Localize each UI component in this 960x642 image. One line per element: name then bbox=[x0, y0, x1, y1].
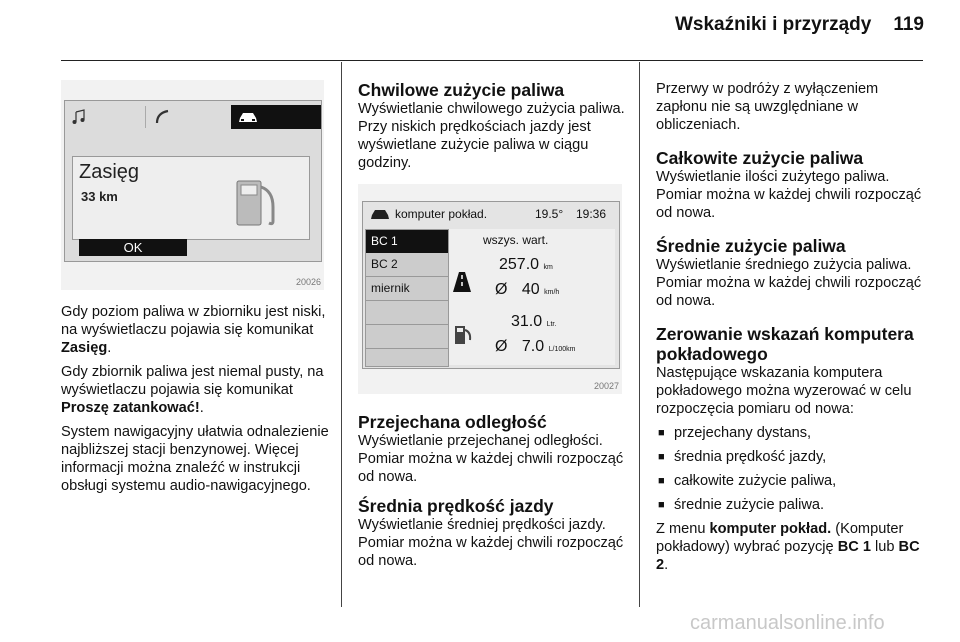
paragraph-range-empty: Gdy zbiornik paliwa jest niemal pusty, na wyświetlaczu pojawia się komunikat Proszę zatankować!. bbox=[61, 364, 324, 416]
distance-value: 257.0 bbox=[499, 256, 540, 273]
avg-consumption-unit: L/100km bbox=[548, 346, 576, 353]
road-icon bbox=[451, 271, 473, 293]
bc-title: komputer pokład. bbox=[395, 207, 488, 221]
paragraph-interruptions: Przerwy w podróży z wyłączeniem zapłonu nie są uwzględniane w obliczeniach. bbox=[656, 81, 879, 133]
clock: 19:36 bbox=[576, 207, 607, 221]
music-note-icon bbox=[71, 109, 87, 125]
paragraph-reset-intro: Następujące wskazania komputera pokładowego można wyzerować w celu rozpoczęcia pomiaru od nowa: bbox=[656, 365, 912, 417]
message-window bbox=[72, 156, 310, 240]
column-1 bbox=[61, 303, 329, 501]
header-rule bbox=[61, 60, 923, 61]
car-icon bbox=[237, 110, 259, 124]
vehicle-tab bbox=[231, 105, 321, 129]
phone-tab bbox=[146, 106, 231, 128]
bc-row-speed bbox=[495, 281, 559, 299]
car-icon bbox=[369, 208, 391, 220]
range-value: 33 km bbox=[81, 189, 118, 204]
page-header bbox=[0, 14, 924, 36]
column-divider-2 bbox=[639, 62, 640, 607]
bc-tab-list bbox=[365, 229, 449, 367]
range-display-figure bbox=[61, 80, 324, 290]
bc-row-fuel-used bbox=[511, 313, 556, 331]
speed-value: 40 bbox=[521, 281, 540, 298]
tab-bc2[interactable]: BC 2 bbox=[366, 253, 448, 277]
ok-button-label: OK bbox=[123, 240, 143, 255]
range-title: Zasięg bbox=[79, 161, 140, 183]
display-bezel bbox=[64, 100, 322, 262]
figure-number: 20026 bbox=[295, 277, 321, 287]
figure-number: 20027 bbox=[593, 381, 619, 391]
heading-average-speed: Średnia prędkość jazdy bbox=[358, 496, 554, 516]
tab-empty-1 bbox=[366, 301, 448, 325]
page-number: 119 bbox=[893, 14, 924, 35]
watermark: carmanualsonline.info bbox=[690, 612, 885, 634]
tab-bc1[interactable]: BC 1 bbox=[366, 230, 448, 253]
fuel-pump-icon bbox=[453, 324, 473, 346]
ok-button[interactable] bbox=[79, 239, 187, 256]
fuel-used-unit: Ltr. bbox=[546, 321, 557, 328]
paragraph-navigation: System nawigacyjny ułatwia odnalezienie najbliższej stacji benzynowej. Więcej informacji można znaleźć w instrukcji obsługi systemu audio-nawigacyjnego. bbox=[61, 424, 329, 494]
phone-icon bbox=[154, 109, 172, 125]
list-item: ■ całkowite zużycie paliwa, bbox=[656, 472, 926, 490]
paragraph-instant-consumption: Wyświetlanie chwilowego zużycia paliwa. Przy niskich prędkościach jazdy jest wyświetlane zużycie paliwa w ciągu godziny. bbox=[358, 101, 625, 171]
list-item: ■ przejechany dystans, bbox=[656, 424, 926, 442]
average-symbol: Ø bbox=[495, 281, 508, 298]
column-divider-1 bbox=[341, 62, 342, 607]
heading-instant-consumption: Chwilowe zużycie paliwa bbox=[358, 80, 565, 100]
paragraph-average-speed: Wyświetlanie średniej prędkości jazdy. Pomiar można w każdej chwili rozpocząć od nowa. bbox=[358, 517, 624, 569]
reset-items-list bbox=[656, 424, 926, 514]
bc-row-distance bbox=[499, 256, 553, 274]
tab-meter[interactable]: miernik bbox=[366, 277, 448, 301]
bc-content bbox=[449, 229, 615, 365]
page-title: Wskaźniki i przyrządy bbox=[674, 14, 872, 35]
heading-average-consumption: Średnie zużycie paliwa bbox=[656, 236, 846, 256]
heading-distance: Przejechana odległość bbox=[358, 412, 547, 432]
paragraph-total-consumption: Wyświetlanie ilości zużytego paliwa. Pomiar można w każdej chwili rozpocząć od nowa. bbox=[656, 169, 922, 221]
paragraph-average-consumption: Wyświetlanie średniego zużycia paliwa. Pomiar można w każdej chwili rozpocząć od nowa. bbox=[656, 257, 922, 309]
average-symbol: Ø bbox=[495, 338, 508, 355]
list-item: ■ średnia prędkość jazdy, bbox=[656, 448, 926, 466]
reset-all-values[interactable]: wszys. wart. bbox=[483, 233, 549, 247]
column-2-bottom bbox=[358, 412, 630, 576]
heading-total-consumption: Całkowite zużycie paliwa bbox=[656, 148, 864, 168]
column-3 bbox=[656, 80, 926, 580]
speed-unit: km/h bbox=[544, 289, 560, 296]
fuel-pump-icon bbox=[233, 177, 281, 229]
outside-temperature: 19.5° bbox=[535, 207, 564, 221]
avg-consumption-value: 7.0 bbox=[521, 338, 545, 355]
paragraph-distance: Wyświetlanie przejechanej odległości. Pomiar można w każdej chwili rozpocząć od nowa. bbox=[358, 433, 624, 485]
heading-reset-board-computer: Zerowanie wskazań komputera pokładowego bbox=[656, 324, 914, 364]
bc-row-avg-consumption bbox=[495, 338, 575, 356]
fuel-used-value: 31.0 bbox=[511, 313, 543, 330]
paragraph-menu-instruction: Z menu komputer pokład. (Komputer pokładowy) wybrać pozycję BC 1 lub BC 2. bbox=[656, 521, 920, 573]
distance-unit: km bbox=[543, 264, 553, 271]
tab-empty-2 bbox=[366, 325, 448, 349]
column-2-top bbox=[358, 80, 630, 178]
bc-screen bbox=[362, 201, 620, 369]
paragraph-range-low: Gdy poziom paliwa w zbiorniku jest niski, na wyświetlaczu pojawia się komunikat Zasięg. bbox=[61, 304, 326, 356]
board-computer-figure bbox=[358, 184, 622, 394]
list-item: ■ średnie zużycie paliwa. bbox=[656, 496, 926, 514]
audio-tab bbox=[65, 106, 146, 128]
